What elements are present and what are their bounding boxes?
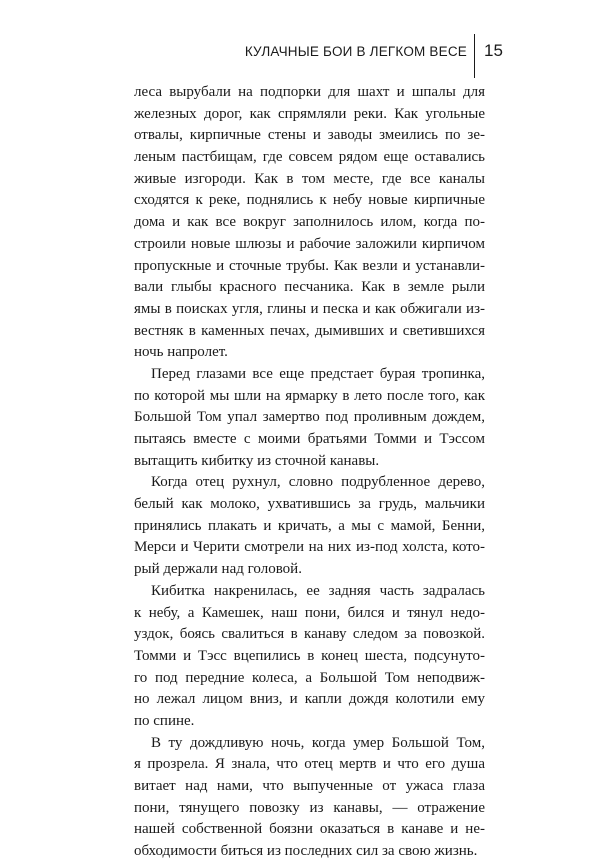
text-line: живые изгороди. Как в том месте, где все каналы bbox=[134, 170, 485, 187]
text-line: я прозрела. Я знала, что отец мертв и что его душа bbox=[134, 756, 485, 773]
text-line: вали глыбы красного песчаника. Как в земле рыли bbox=[134, 279, 485, 296]
text-line: ямы в поисках угля, глины и песка и как обжигали из- bbox=[134, 300, 485, 317]
text-line: Когда отец рухнул, словно подрубленное дерево, bbox=[151, 474, 485, 491]
text-line: Кибитка накренилась, ее задняя часть задралась bbox=[151, 582, 485, 599]
text-line: дома и как все вокруг заполнилось илом, когда по- bbox=[134, 214, 485, 231]
text-line: белый как молоко, ухватившись за грудь, мальчики bbox=[134, 496, 485, 513]
page-number: 15 bbox=[484, 41, 503, 60]
paragraph-3 bbox=[134, 472, 485, 580]
header-divider bbox=[474, 34, 475, 78]
text-line: пытаясь вместе с моими братьями Томми и Тэссом bbox=[134, 431, 485, 447]
text-line: нашей собственной боязни оказаться в канаве и не- bbox=[134, 821, 485, 838]
running-header bbox=[0, 42, 600, 66]
text-line: по которой мы шли на ярмарку в лето после того, как bbox=[134, 387, 485, 404]
text-line: но лежал лицом вниз, и капли дождя колотили ему bbox=[134, 691, 485, 708]
body-text bbox=[134, 82, 485, 863]
paragraph-4 bbox=[134, 581, 485, 733]
text-line: леса вырубали на подпорки для шахт и шпалы для bbox=[134, 84, 485, 100]
text-line: обходимости биться из последних сил за свою жизнь. bbox=[134, 843, 478, 860]
text-line: Большой Том упал замертво под проливным дождем, bbox=[134, 409, 485, 426]
text-line: Томми и Тэсс вцепились в конец шеста, подсунуто- bbox=[134, 647, 485, 664]
text-line: В ту дождливую ночь, когда умер Большой Том, bbox=[151, 734, 485, 751]
text-line: сходятся к реке, поднялись к небу новые кирпичные bbox=[134, 192, 485, 209]
text-line: железных дорог, как спрямляли реки. Как угольные bbox=[134, 105, 485, 122]
text-line: витает над нами, что выпученные от ужаса глаза bbox=[134, 778, 485, 794]
text-line: Мерси и Черити смотрели на них из-под холста, кото- bbox=[134, 539, 485, 556]
text-line: леным пастбищам, где совсем рядом еще оставались bbox=[134, 149, 485, 166]
text-line: вестняк в каменных печах, дымивших и светившихся bbox=[134, 322, 485, 339]
text-line: вытащить кибитку из сточной канавы. bbox=[134, 452, 380, 469]
text-line: рый держали над головой. bbox=[134, 561, 302, 578]
text-line: го под передние колеса, а Большой Том неподвиж- bbox=[134, 669, 485, 686]
text-line: принялись плакать и кричать, а мы с мамой, Бенни, bbox=[134, 517, 485, 534]
paragraph-1 bbox=[134, 82, 485, 364]
text-line: по спине. bbox=[134, 712, 195, 729]
text-line: пропускные и сточные трубы. Как везли и устанавли- bbox=[134, 257, 485, 274]
text-line: пони, тянущего повозку из канавы, — отражение bbox=[134, 799, 485, 816]
text-line: ночь напролет. bbox=[134, 344, 228, 361]
text-line: Перед глазами все еще предстает бурая тропинка, bbox=[151, 365, 485, 382]
running-title: КУЛАЧНЫЕ БОИ В ЛЕГКОМ ВЕСЕ bbox=[244, 44, 467, 59]
text-line: строили новые шлюзы и рабочие заложили кирпичом bbox=[134, 235, 485, 252]
paragraph-5 bbox=[134, 733, 485, 863]
text-line: к небу, а Камешек, наш пони, бился и тянул недо- bbox=[134, 604, 485, 621]
paragraph-2 bbox=[134, 364, 485, 472]
text-line: уздок, боясь свалиться в канаву следом за повозкой. bbox=[134, 626, 485, 643]
text-line: отвалы, кирпичные стены и заводы змеились по зе- bbox=[134, 127, 485, 144]
